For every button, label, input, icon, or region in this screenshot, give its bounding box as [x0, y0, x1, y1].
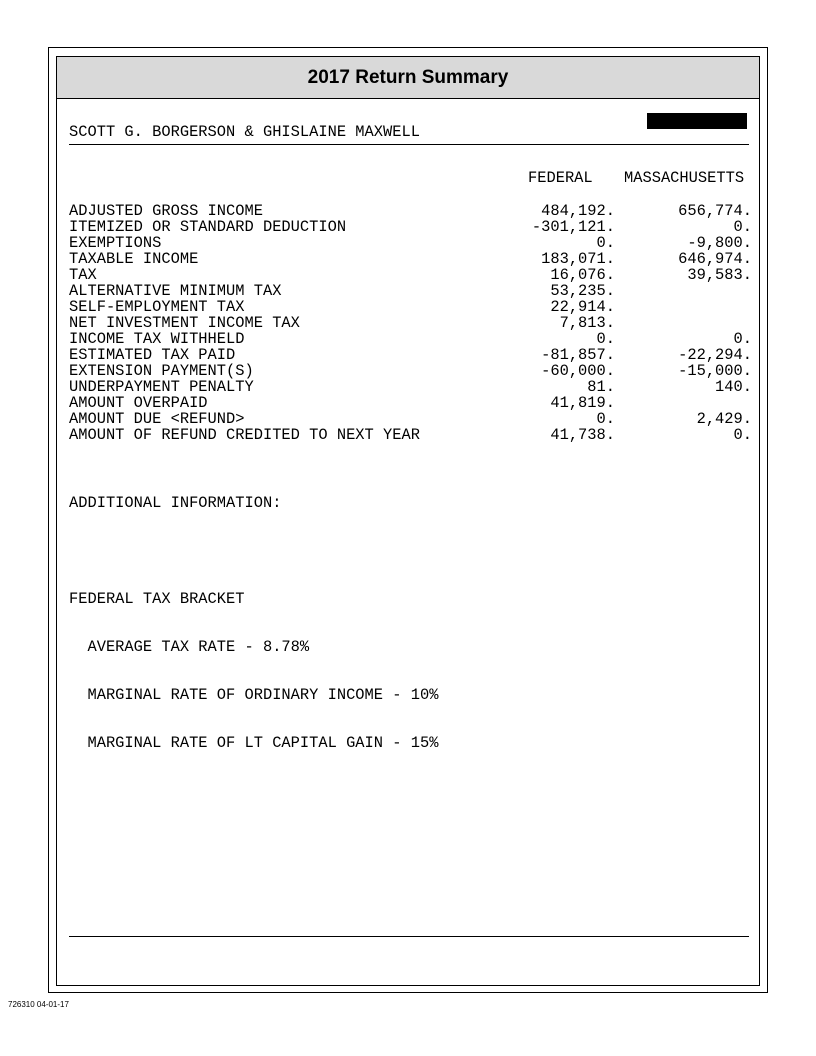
- divider: [69, 144, 749, 145]
- row-label: EXEMPTIONS: [69, 234, 162, 252]
- state-value: -9,800.: [687, 234, 752, 252]
- table-row: [69, 299, 749, 315]
- row-label: ESTIMATED TAX PAID: [69, 346, 236, 364]
- tax-bracket-heading: FEDERAL TAX BRACKET: [69, 590, 245, 608]
- table-row: [69, 362, 752, 380]
- row-label: ADJUSTED GROSS INCOME: [69, 202, 263, 220]
- state-value: 39,583.: [687, 266, 752, 284]
- state-value: -22,294.: [678, 346, 752, 364]
- row-label: ALTERNATIVE MINIMUM TAX: [69, 282, 282, 300]
- form-outer-border: [48, 47, 768, 993]
- table-row: [69, 315, 749, 331]
- federal-value: 53,235.: [550, 282, 615, 300]
- federal-value: 484,192.: [541, 202, 615, 220]
- federal-value: 7,813.: [559, 314, 615, 332]
- row-label: TAXABLE INCOME: [69, 250, 199, 268]
- federal-value: -301,121.: [531, 218, 615, 236]
- row-label: AMOUNT DUE <REFUND>: [69, 410, 245, 428]
- table-row: [69, 266, 752, 284]
- table-row: [69, 283, 749, 299]
- row-label: UNDERPAYMENT PENALTY: [69, 378, 254, 396]
- row-label: TAX: [69, 266, 97, 284]
- table-row: [69, 202, 752, 220]
- federal-value: 183,071.: [541, 250, 615, 268]
- table-row: [69, 330, 752, 348]
- column-header-federal: FEDERAL: [528, 169, 593, 187]
- federal-value: 0.: [596, 330, 615, 348]
- table-row: [69, 395, 749, 411]
- federal-value: 22,914.: [550, 298, 615, 316]
- table-row: [69, 250, 752, 268]
- table-row: [69, 218, 752, 236]
- federal-value: 41,819.: [550, 394, 615, 412]
- form-inner-border: [56, 56, 760, 986]
- column-header-state: MASSACHUSETTS: [624, 169, 745, 187]
- state-value: 140.: [715, 378, 752, 396]
- page-title: 2017 Return Summary: [57, 57, 759, 99]
- federal-value: 81.: [587, 378, 615, 396]
- tax-bracket-line: MARGINAL RATE OF LT CAPITAL GAIN - 15%: [69, 734, 439, 752]
- taxpayer-names: SCOTT G. BORGERSON & GHISLAINE MAXWELL: [69, 123, 420, 141]
- row-label: NET INVESTMENT INCOME TAX: [69, 314, 300, 332]
- federal-value: 0.: [596, 410, 615, 428]
- form-code: 726310 04-01-17: [8, 1000, 69, 1009]
- table-row: [69, 378, 752, 396]
- tax-bracket-line: MARGINAL RATE OF ORDINARY INCOME - 10%: [69, 686, 439, 704]
- redacted-ssn: [647, 113, 747, 129]
- summary-table: [69, 202, 752, 444]
- state-value: 0.: [733, 330, 752, 348]
- table-row: [69, 346, 752, 364]
- federal-value: -60,000.: [541, 362, 615, 380]
- state-value: 0.: [733, 426, 752, 444]
- row-label: ITEMIZED OR STANDARD DEDUCTION: [69, 218, 347, 236]
- tax-bracket-line: AVERAGE TAX RATE - 8.78%: [69, 638, 310, 656]
- additional-info: [69, 463, 438, 783]
- additional-info-heading: ADDITIONAL INFORMATION:: [69, 494, 282, 512]
- state-value: 0.: [733, 218, 752, 236]
- federal-value: 0.: [596, 234, 615, 252]
- federal-value: -81,857.: [541, 346, 615, 364]
- table-row: [69, 410, 752, 428]
- state-value: -15,000.: [678, 362, 752, 380]
- row-label: AMOUNT OVERPAID: [69, 394, 208, 412]
- state-value: 2,429.: [696, 410, 752, 428]
- row-label: AMOUNT OF REFUND CREDITED TO NEXT YEAR: [69, 426, 420, 444]
- state-value: 656,774.: [678, 202, 752, 220]
- bottom-divider: [69, 936, 749, 937]
- table-row: [69, 426, 752, 444]
- federal-value: 41,738.: [550, 426, 615, 444]
- federal-value: 16,076.: [550, 266, 615, 284]
- row-label: SELF-EMPLOYMENT TAX: [69, 298, 245, 316]
- state-value: 646,974.: [678, 250, 752, 268]
- row-label: EXTENSION PAYMENT(S): [69, 362, 254, 380]
- table-row: [69, 234, 752, 252]
- row-label: INCOME TAX WITHHELD: [69, 330, 245, 348]
